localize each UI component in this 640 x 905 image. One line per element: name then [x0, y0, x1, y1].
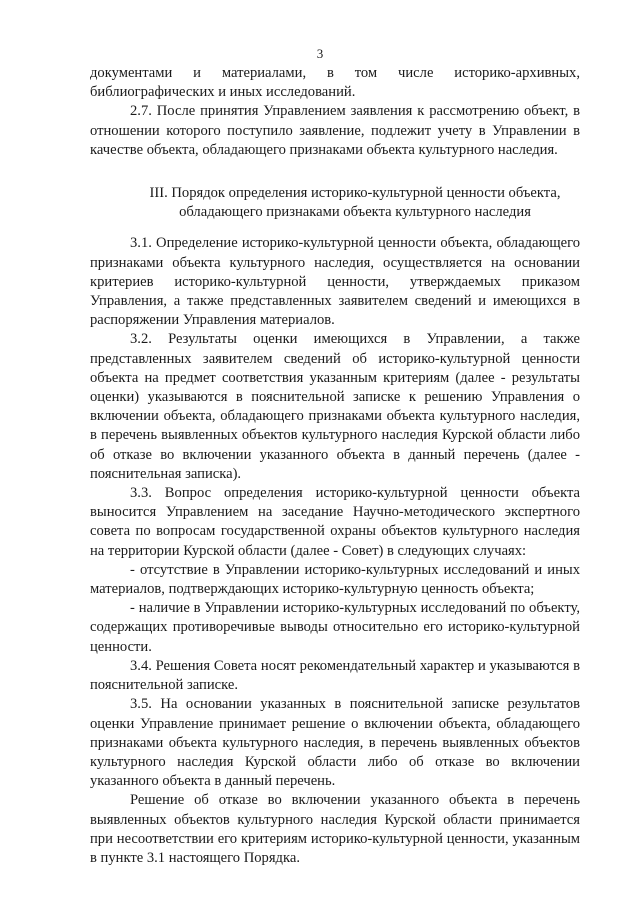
paragraph-3-5: 3.5. На основании указанных в пояснительной записке результатов оценки Управление принимает решение о включении объекта, обладающего признаками объекта культурного наследия, в перечень выявленных объектов культурного наследия Курской области либо об отказе во включении указанного объекта в данный перечень.	[90, 696, 580, 790]
section-title-line-2: обладающего признаками объекта культурного наследия	[179, 204, 531, 221]
list-item-1: - отсутствие в Управлении историко-культурных исследований и иных материалов, подтверждающих историко-культурную ценность объекта;	[90, 561, 580, 598]
paragraph-3-2: 3.2. Результаты оценки имеющихся в Управлении, а также представленных заявителем сведений об историко-культурной ценности объекта на предмет соответствия указанным критериям (далее - результаты оценки) указываются в пояснительной записке к решению Управления о включении объекта, обладающего признаками объекта культурного наследия, в перечень выявленных объектов культурного наследия Курской области либо об отказе во включении указанного объекта в данный перечень (далее - пояснительная записка).	[90, 331, 580, 482]
page-number: 3	[316, 46, 324, 61]
list-item-2: - наличие в Управлении историко-культурных исследований по объекту, содержащих противоречивые выводы относительно его историко-культурной ценности.	[90, 600, 580, 655]
section-title-line-1: III. Порядок определения историко-культурной ценности объекта,	[149, 185, 561, 202]
paragraph-3-1: 3.1. Определение историко-культурной ценности объекта, обладающего признаками объекта культурного наследия, осуществляется на основании критериев историко-культурной ценности, утверждаемых приказом Управления, а также представленных заявителем сведений и имеющихся в распоряжении Управления материалов.	[90, 235, 580, 329]
document-body	[90, 64, 580, 868]
paragraph-3-4: 3.4. Решения Совета носят рекомендательный характер и указываются в пояснительной записке.	[90, 657, 580, 694]
section-heading	[90, 184, 580, 222]
paragraph-2-7: 2.7. После принятия Управлением заявления к рассмотрению объект, в отношении которого поступило заявление, подлежит учету в Управлении в качестве объекта, обладающего признаками объекта культурного наследия.	[90, 103, 580, 158]
continuation-paragraph: документами и материалами, в том числе историко-архивных, библиографических и иных исследований.	[90, 65, 580, 101]
paragraph-3-3: 3.3. Вопрос определения историко-культурной ценности объекта выносится Управлением на заседание Научно-методического экспертного совета по вопросам государственной охраны объектов культурного наследия на территории Курской области (далее - Совет) в следующих случаях:	[90, 485, 580, 559]
paragraph-refusal: Решение об отказе во включении указанного объекта в перечень выявленных объектов культурного наследия Курской области принимается при несоответствии его критериям историко-культурной ценности, указанным в пункте 3.1 настоящего Порядка.	[90, 792, 580, 866]
